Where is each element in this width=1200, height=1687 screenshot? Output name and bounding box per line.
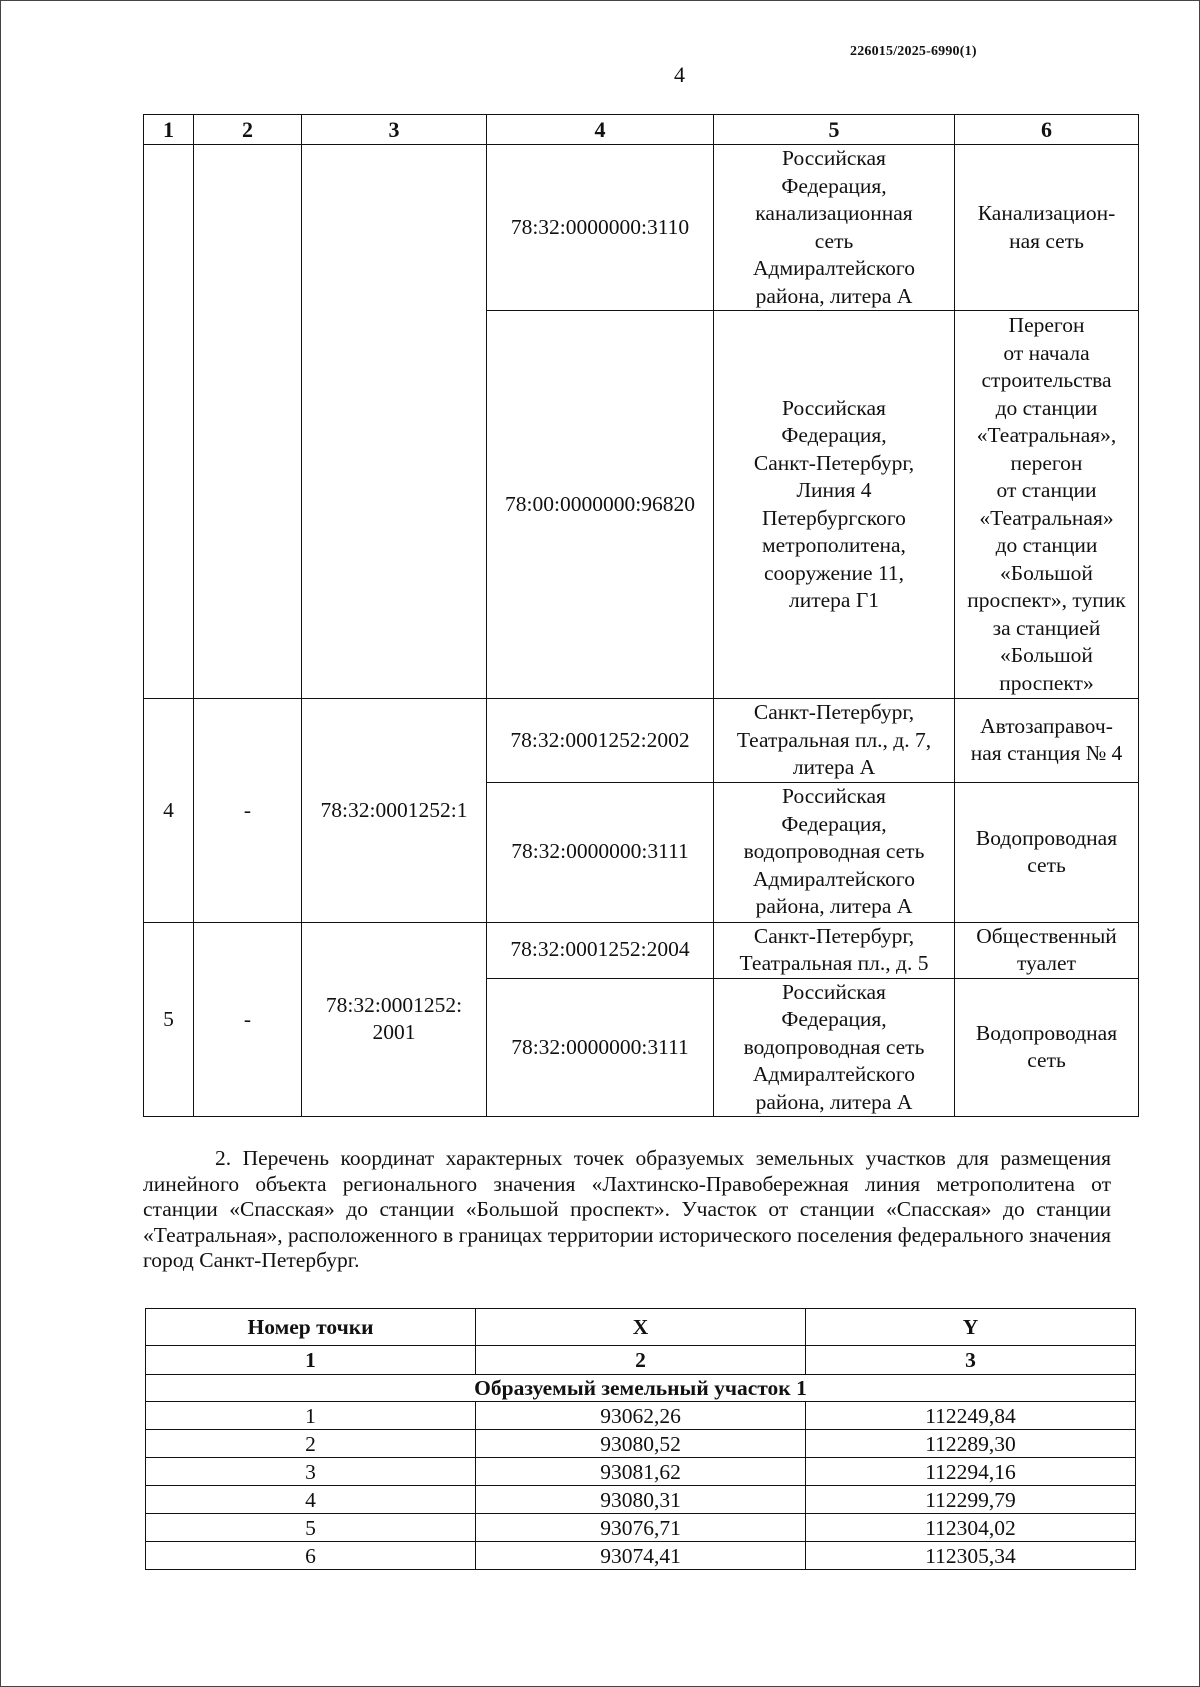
cell-line: «Театральная», (976, 423, 1117, 447)
coord-y: 112304,02 (806, 1514, 1136, 1542)
col-header: Y (806, 1309, 1136, 1346)
cell-line: ная сеть (1009, 228, 1084, 253)
cell-line: Канализацион- (977, 201, 1116, 225)
coord-y: 112249,84 (806, 1402, 1136, 1430)
cell-line: района, литера А (755, 1089, 913, 1114)
cell-dash: - (194, 699, 302, 923)
cell-line: метрополитена, (762, 533, 906, 557)
point-number: 4 (146, 1486, 476, 1514)
cell-line: туалет (1017, 951, 1076, 975)
section-row (146, 1375, 1136, 1402)
cell-line: Автозаправоч- (980, 713, 1113, 738)
cell-line: Федерация, (781, 1007, 887, 1031)
cell-line: Театральная пл., д. 5 (739, 951, 929, 975)
object-address (714, 699, 955, 783)
cell-line: сеть (1027, 1048, 1066, 1073)
col-header: X (476, 1309, 806, 1346)
cell-line: ная станция № 4 (970, 741, 1123, 766)
coordinates-table (145, 1308, 1136, 1570)
cell-line: района, литера А (755, 894, 913, 919)
coord-y: 112299,79 (806, 1486, 1136, 1514)
cell-line: литера Г1 (788, 588, 880, 612)
point-number: 3 (146, 1458, 476, 1486)
col-header: 3 (302, 115, 487, 145)
cell-line: литера А (792, 755, 876, 779)
cell-empty (144, 145, 194, 699)
cell-line: Санкт-Петербург, (753, 700, 915, 724)
cell-line: 2001 (372, 1020, 416, 1045)
col-header: Номер точки (146, 1309, 476, 1346)
cell-dash: - (194, 922, 302, 1117)
coord-y: 112294,16 (806, 1458, 1136, 1486)
table-row (146, 1458, 1136, 1486)
page-number: 4 (674, 62, 685, 87)
cell-line: Федерация, (781, 811, 887, 836)
section-title: Образуемый земельный участок 1 (146, 1375, 1136, 1402)
table-row (146, 1486, 1136, 1514)
col-header: 5 (714, 115, 955, 145)
col-header: 6 (955, 115, 1139, 145)
object-address (714, 311, 955, 699)
coord-x: 93081,62 (476, 1458, 806, 1486)
object-address (714, 145, 955, 311)
cell-line: Театральная пл., д. 7, (736, 727, 932, 752)
cell-empty (194, 145, 302, 699)
col-header: 1 (144, 115, 194, 145)
cadastral-number: 78:32:0001252:2004 (487, 922, 714, 978)
cell-line: Санкт-Петербург, (753, 450, 915, 475)
table-row (146, 1430, 1136, 1458)
coord-x: 93074,41 (476, 1542, 806, 1570)
cell-line: Линия 4 (796, 478, 872, 502)
column-numbers-row (146, 1346, 1136, 1375)
cell-line: за станцией (992, 615, 1101, 640)
cell-line: сеть (1027, 853, 1066, 877)
cell-line: Федерация, (781, 173, 887, 198)
cell-line: Российская (782, 979, 886, 1004)
cell-line: водопроводная сеть (743, 839, 925, 864)
coord-y: 112305,34 (806, 1542, 1136, 1570)
cell-line: канализационная (755, 201, 913, 225)
cell-line: от станции (996, 478, 1097, 502)
object-name (955, 922, 1139, 978)
coord-x: 93080,52 (476, 1430, 806, 1458)
cell-line: Водопроводная (975, 1020, 1118, 1045)
cell-line: Федерация, (781, 423, 887, 447)
land-plot-number: 78:32:0001252:1 (302, 699, 487, 923)
coord-y: 112289,30 (806, 1430, 1136, 1458)
land-plot-number (302, 922, 487, 1117)
cell-line: Адмиралтейского (753, 866, 915, 891)
cell-line: проспект» (999, 670, 1094, 695)
document-number: 226015/2025-6990(1) (850, 44, 977, 59)
cell-line: до станции (995, 395, 1098, 420)
cell-line: Российская (782, 395, 886, 420)
cadastral-number: 78:00:0000000:96820 (487, 311, 714, 699)
table-row (146, 1542, 1136, 1570)
table-header-row (144, 115, 1139, 145)
object-name (955, 699, 1139, 783)
cell-line: проспект», тупик (967, 588, 1126, 612)
point-number: 1 (146, 1402, 476, 1430)
cell-line: 78:32:0001252: (325, 992, 463, 1017)
cell-line: до станции (995, 533, 1098, 557)
cell-line: Общественный (976, 923, 1117, 948)
cell-line: сеть (814, 228, 854, 253)
cell-empty (302, 145, 487, 699)
cell-line: «Большой (1000, 560, 1093, 585)
object-name (955, 978, 1139, 1117)
cadastral-number: 78:32:0001252:2002 (487, 699, 714, 783)
object-address (714, 922, 955, 978)
cell-line: сооружение 11, (763, 560, 905, 585)
cell-line: «Театральная» (979, 505, 1114, 530)
cell-line: района, литера А (755, 283, 913, 308)
table-row (146, 1402, 1136, 1430)
cell-line: Российская (782, 146, 886, 170)
row-number: 5 (144, 922, 194, 1117)
cell-line: Санкт-Петербург, (753, 923, 915, 948)
cell-line: Российская (782, 784, 886, 809)
point-number: 5 (146, 1514, 476, 1542)
cell-line: Адмиралтейского (753, 1062, 915, 1086)
col-number: 1 (146, 1346, 476, 1375)
coordinates-paragraph: 2. Перечень координат характерных точек образуемых земельных участков для размещения линейного объекта регионального значения «Лахтинско-Правобережная линия метрополитена от станции «Спасская» до станции «Большой проспект». Участок от станции «Спасская» до станции «Театральная», расположенного в границах территории исторического поселения федерального значения город Санкт-Петербург. (143, 1146, 1111, 1272)
object-address (714, 978, 955, 1117)
cell-line: Петербургского (762, 505, 906, 530)
object-address (714, 782, 955, 922)
cadastral-number: 78:32:0000000:3111 (487, 782, 714, 922)
col-number: 2 (476, 1346, 806, 1375)
cell-line: от начала (1003, 340, 1090, 365)
col-header: 4 (487, 115, 714, 145)
cell-line: «Большой (1000, 643, 1093, 667)
point-number: 2 (146, 1430, 476, 1458)
cadastral-number: 78:32:0000000:3111 (487, 978, 714, 1117)
table-row (144, 145, 1139, 311)
cadastral-number: 78:32:0000000:3110 (487, 145, 714, 311)
coord-x: 93062,26 (476, 1402, 806, 1430)
col-number: 3 (806, 1346, 1136, 1375)
table-header-row (146, 1309, 1136, 1346)
point-number: 6 (146, 1542, 476, 1570)
cell-line: водопроводная сеть (743, 1034, 925, 1059)
object-name (955, 311, 1139, 699)
table-row (144, 699, 1139, 783)
row-number: 4 (144, 699, 194, 923)
coord-x: 93076,71 (476, 1514, 806, 1542)
cell-line: Перегон (1008, 313, 1085, 337)
col-header: 2 (194, 115, 302, 145)
cell-line: строительства (981, 368, 1112, 392)
objects-table (143, 114, 1139, 1117)
cell-line: Водопроводная (975, 825, 1118, 850)
cell-line: перегон (1010, 450, 1083, 475)
table-row (144, 922, 1139, 978)
coord-x: 93080,31 (476, 1486, 806, 1514)
object-name (955, 782, 1139, 922)
object-name (955, 145, 1139, 311)
table-row (146, 1514, 1136, 1542)
cell-line: Адмиралтейского (753, 256, 915, 280)
